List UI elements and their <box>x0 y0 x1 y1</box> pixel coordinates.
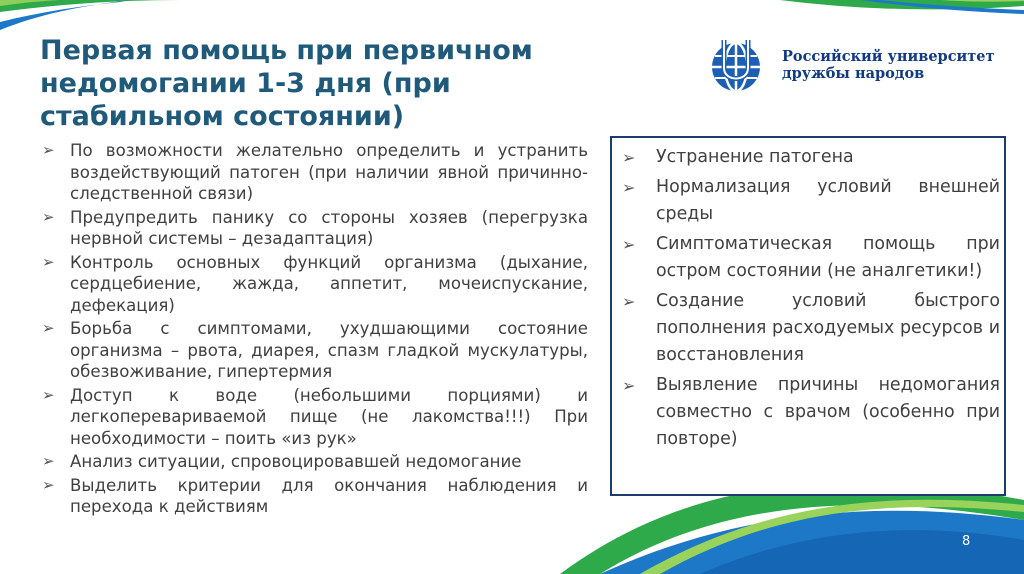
university-logo <box>706 38 996 94</box>
list-item-text: Доступ к воде (небольшими порциями) и легкоперевариваемой пище (не лакомства!!!) При необходимости – поить «из рук» <box>70 385 588 448</box>
arrow-bullet-icon: ➢ <box>622 235 636 254</box>
list-item-text: Нормализация условий внешней среды <box>656 177 1000 224</box>
list-item <box>42 140 588 205</box>
page-number: 8 <box>962 534 971 549</box>
list-item-text: Создание условий быстрого пополнения расходуемых ресурсов и восстановления <box>656 291 1000 365</box>
list-item <box>622 231 1000 285</box>
arrow-bullet-icon: ➢ <box>42 475 55 494</box>
arrow-bullet-icon: ➢ <box>42 141 55 159</box>
left-bullet-list <box>42 140 588 520</box>
list-item-text: По возможности желательно определить и устранить воздействующий патоген (при наличии явной причинно-следственной связи) <box>70 141 588 203</box>
list-item-text: Анализ ситуации, спровоцировавшей недомогание <box>70 452 522 471</box>
arrow-bullet-icon: ➢ <box>42 319 55 337</box>
list-item <box>42 451 588 473</box>
arrow-bullet-icon: ➢ <box>42 452 55 470</box>
arrow-bullet-icon: ➢ <box>42 207 55 226</box>
list-item <box>42 207 588 250</box>
list-item <box>622 144 1000 171</box>
list-item <box>622 288 1000 369</box>
list-item <box>42 252 588 317</box>
logo-line-2: дружбы народов <box>782 65 925 82</box>
summary-box <box>610 136 1006 496</box>
arrow-bullet-icon: ➢ <box>622 376 636 395</box>
arrow-bullet-icon: ➢ <box>622 148 636 167</box>
right-bullet-list <box>612 138 1000 453</box>
list-item-text: Симптоматическая помощь при остром состоянии (не аналгетики!) <box>656 234 1000 281</box>
list-item <box>42 475 588 518</box>
list-item <box>42 318 588 383</box>
arrow-bullet-icon: ➢ <box>622 292 636 311</box>
list-item <box>622 174 1000 228</box>
arrow-bullet-icon: ➢ <box>42 385 55 404</box>
logo-text <box>782 48 994 82</box>
page-title: Первая помощь при первичном недомогании 1-3 дня (при стабильном состоянии) <box>40 35 533 132</box>
list-item <box>42 385 588 450</box>
globe-emblem-icon <box>706 38 776 94</box>
list-item <box>622 372 1000 453</box>
list-item-text: Контроль основных функций организма (дыхание, сердцебиение, жажда, аппетит, мочеиспускание, дефекация) <box>70 252 588 315</box>
list-item-text: Предупредить панику со стороны хозяев (перегрузка нервной системы – дезадаптация) <box>70 207 588 248</box>
list-item-text: Выявление причины недомогания совместно с врачом (особенно при повторе) <box>656 375 1000 449</box>
list-item-text: Борьба с симптомами, ухудшающими состояние организма – рвота, диарея, спазм гладкой мускулатуры, обезвоживание, гипертермия <box>70 319 588 381</box>
list-item-text: Устранение патогена <box>656 147 854 167</box>
logo-line-1: Российский университет <box>782 48 995 65</box>
arrow-bullet-icon: ➢ <box>42 252 55 271</box>
list-item-text: Выделить критерии для окончания наблюдения и перехода к действиям <box>70 475 588 516</box>
arrow-bullet-icon: ➢ <box>622 178 636 197</box>
